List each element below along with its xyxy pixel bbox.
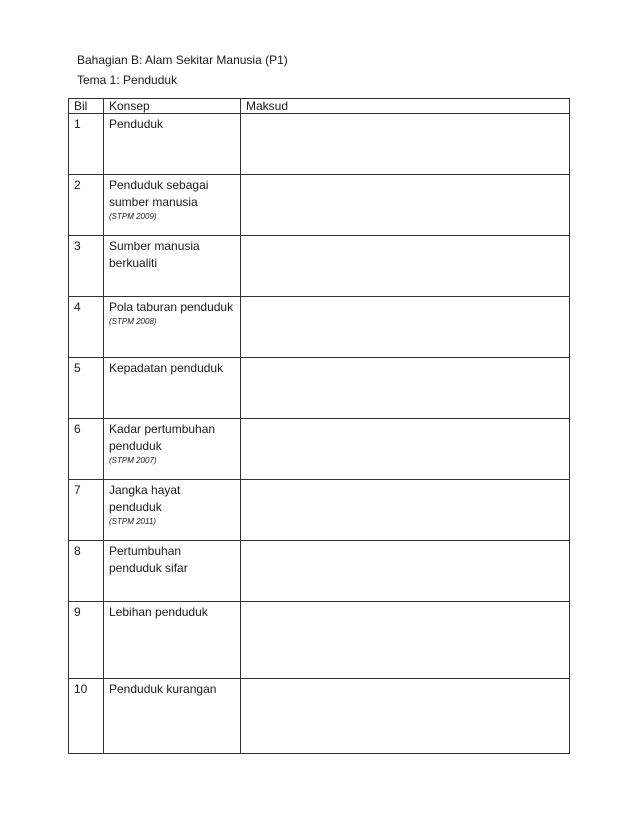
column-header-maksud: Maksud [241, 99, 570, 114]
bil-cell: 8 [69, 541, 104, 602]
bil-cell: 4 [69, 297, 104, 358]
konsep-label: Pola taburan penduduk [109, 300, 234, 314]
table-header-row [69, 99, 570, 114]
bil-cell: 9 [69, 602, 104, 679]
bil-cell: 5 [69, 358, 104, 419]
column-header-konsep: Konsep [104, 99, 241, 114]
table-row [69, 419, 570, 480]
document-header [77, 50, 288, 90]
exam-reference: (STPM 2007) [109, 456, 157, 465]
section-title: Bahagian B: Alam Sekitar Manusia (P1) [77, 53, 288, 67]
konsep-label: Sumber manusia berkualiti [109, 239, 200, 270]
maksud-cell[interactable] [241, 297, 570, 358]
maksud-cell[interactable] [241, 175, 570, 236]
bil-cell: 1 [69, 114, 104, 175]
maksud-cell[interactable] [241, 419, 570, 480]
konsep-label: Penduduk sebagai sumber manusia [109, 178, 209, 209]
table-row [69, 358, 570, 419]
table-row [69, 602, 570, 679]
konsep-label: Lebihan penduduk [109, 605, 208, 619]
table-row [69, 297, 570, 358]
konsep-cell [104, 358, 241, 419]
konsep-cell [104, 114, 241, 175]
konsep-cell [104, 297, 241, 358]
table-row [69, 541, 570, 602]
maksud-cell[interactable] [241, 679, 570, 754]
konsep-label: Kadar pertumbuhan penduduk [109, 422, 216, 453]
exam-reference: (STPM 2008) [109, 317, 157, 326]
bil-cell: 7 [69, 480, 104, 541]
konsep-label: Jangka hayat penduduk [109, 483, 181, 514]
konsep-cell [104, 419, 241, 480]
exam-reference: (STPM 2011) [109, 517, 156, 526]
maksud-cell[interactable] [241, 602, 570, 679]
konsep-label: Penduduk [109, 117, 164, 131]
konsep-cell [104, 480, 241, 541]
maksud-cell[interactable] [241, 358, 570, 419]
table-row [69, 114, 570, 175]
table-row [69, 175, 570, 236]
theme-title: Tema 1: Penduduk [77, 73, 178, 87]
konsep-cell [104, 175, 241, 236]
konsep-cell [104, 541, 241, 602]
bil-cell: 6 [69, 419, 104, 480]
table-row [69, 679, 570, 754]
table-row [69, 236, 570, 297]
exam-reference: (STPM 2009) [109, 212, 157, 221]
konsep-cell [104, 236, 241, 297]
bil-cell: 2 [69, 175, 104, 236]
konsep-cell [104, 679, 241, 754]
maksud-cell[interactable] [241, 114, 570, 175]
maksud-cell[interactable] [241, 480, 570, 541]
column-header-bil: Bil [69, 99, 104, 114]
bil-cell: 10 [69, 679, 104, 754]
maksud-cell[interactable] [241, 541, 570, 602]
konsep-cell [104, 602, 241, 679]
konsep-label: Kepadatan penduduk [109, 361, 224, 375]
table-row [69, 480, 570, 541]
bil-cell: 3 [69, 236, 104, 297]
concept-table [68, 98, 570, 754]
konsep-label: Pertumbuhan penduduk sifar [109, 544, 188, 575]
maksud-cell[interactable] [241, 236, 570, 297]
konsep-label: Penduduk kurangan [109, 682, 217, 696]
